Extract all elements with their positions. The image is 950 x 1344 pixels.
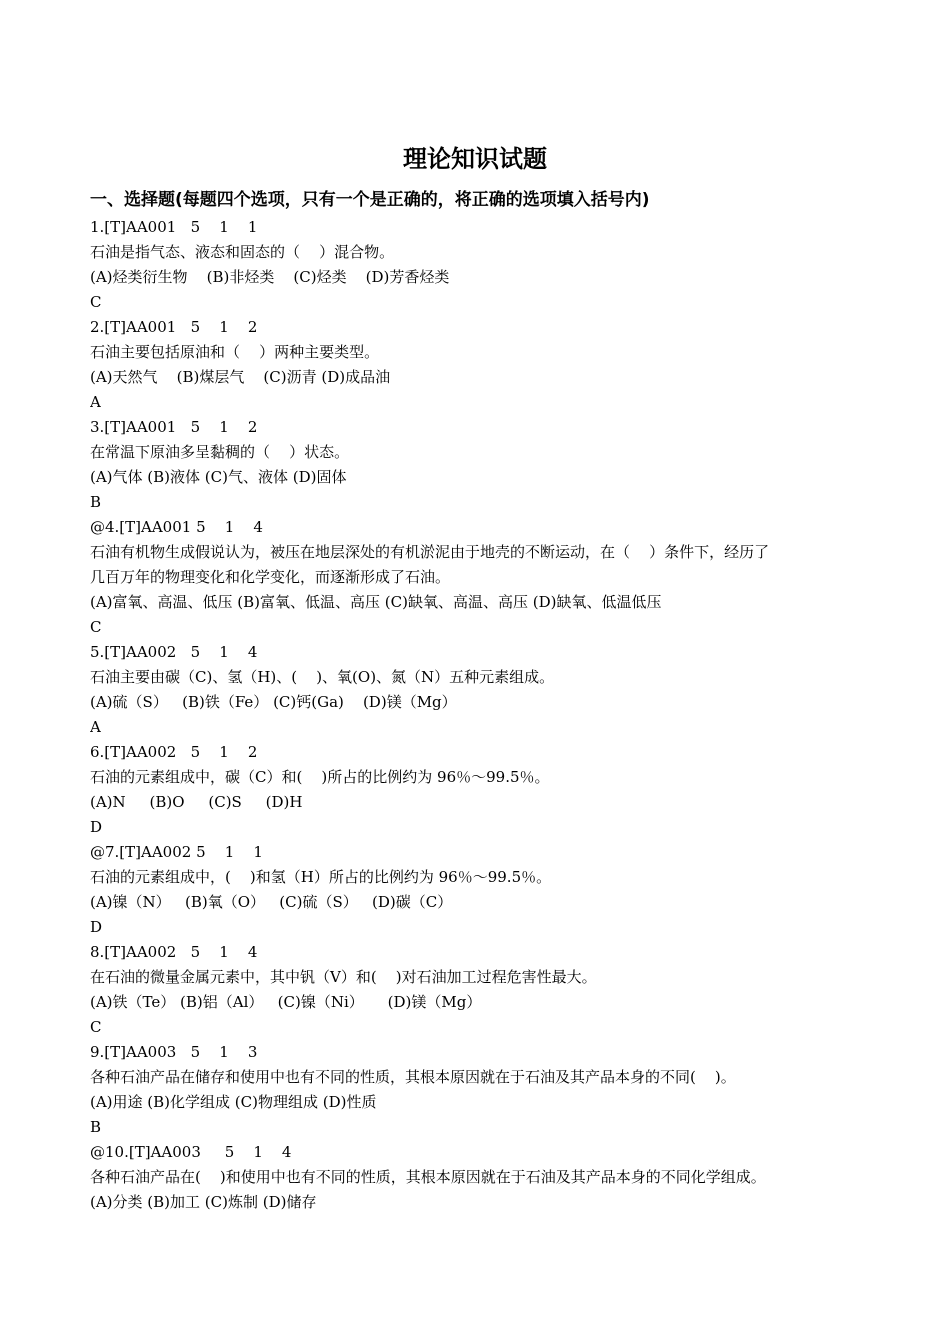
question-options: (A)N (B)O (C)S (D)H	[90, 793, 303, 811]
question-list	[90, 215, 880, 1215]
question-answer: C	[90, 1018, 102, 1036]
question-header: 3.[T]AA001 5 1 2	[90, 418, 258, 436]
question-stem: 各种石油产品在( )和使用中也有不同的性质，其根本原因就在于石油及其产品本身的不同化学组成。	[90, 1168, 766, 1186]
question-stem: 石油的元素组成中，碳（C）和( )所占的比例约为 96％～99.5％。	[90, 768, 550, 786]
question-header: 5.[T]AA002 5 1 4	[90, 643, 258, 661]
question-header: 8.[T]AA002 5 1 4	[90, 943, 258, 961]
question-stem: 几百万年的物理变化和化学变化，而逐渐形成了石油。	[90, 568, 451, 586]
question-answer: D	[90, 818, 103, 836]
question-item	[90, 515, 880, 640]
question-stem: 石油主要包括原油和（ ）两种主要类型。	[90, 343, 380, 361]
question-options: (A)气体 (B)液体 (C)气、液体 (D)固体	[90, 468, 347, 486]
question-header: 6.[T]AA002 5 1 2	[90, 743, 258, 761]
question-stem: 石油主要由碳（C)、氢（H)、( )、氧(O)、氮（N）五种元素组成。	[90, 668, 555, 686]
question-item	[90, 840, 880, 940]
question-stem: 石油有机物生成假说认为，被压在地层深处的有机淤泥由于地壳的不断运动，在（ ）条件下，经历了	[90, 543, 770, 561]
question-options: (A)烃类衍生物 (B)非烃类 (C)烃类 (D)芳香烃类	[90, 268, 450, 286]
document-title: 理论知识试题	[403, 145, 547, 173]
question-stem: 石油是指气态、液态和固态的（ ）混合物。	[90, 243, 395, 261]
question-answer: B	[90, 1118, 102, 1136]
section-heading: 一、选择题(每题四个选项，只有一个是正确的，将正确的选项填入括号内)	[90, 190, 650, 210]
question-answer: B	[90, 493, 102, 511]
question-header: 1.[T]AA001 5 1 1	[90, 218, 258, 236]
question-answer: A	[90, 718, 101, 736]
question-header: @4.[T]AA001 5 1 4	[90, 518, 263, 536]
question-header: @7.[T]AA002 5 1 1	[90, 843, 263, 861]
question-stem: 在常温下原油多呈黏稠的（ ）状态。	[90, 443, 350, 461]
question-item	[90, 740, 880, 840]
question-stem: 在石油的微量金属元素中，其中钒（V）和( )对石油加工过程危害性最大。	[90, 968, 597, 986]
question-answer: D	[90, 918, 103, 936]
question-header: 2.[T]AA001 5 1 2	[90, 318, 258, 336]
question-answer: C	[90, 618, 102, 636]
question-options: (A)镍（N） (B)氧（O） (C)硫（S） (D)碳（C）	[90, 893, 453, 911]
question-stem: 石油的元素组成中，( )和氢（H）所占的比例约为 96％～99.5％。	[90, 868, 552, 886]
question-item	[90, 215, 880, 315]
question-options: (A)天然气 (B)煤层气 (C)沥青 (D)成品油	[90, 368, 391, 386]
question-item	[90, 640, 880, 740]
question-stem: 各种石油产品在储存和使用中也有不同的性质，其根本原因就在于石油及其产品本身的不同( )。	[90, 1068, 736, 1086]
question-answer: C	[90, 293, 102, 311]
question-item	[90, 1140, 880, 1215]
question-options: (A)分类 (B)加工 (C)炼制 (D)储存	[90, 1193, 317, 1211]
question-header: @10.[T]AA003 5 1 4	[90, 1143, 292, 1161]
question-options: (A)富氧、高温、低压 (B)富氧、低温、高压 (C)缺氧、高温、高压 (D)缺氧、低温低压	[90, 593, 662, 611]
question-item	[90, 1040, 880, 1140]
question-item	[90, 415, 880, 515]
question-options: (A)铁（Te） (B)铝（Al） (C)镍（Ni） (D)镁（Mg）	[90, 993, 482, 1011]
question-options: (A)硫（S） (B)铁（Fe） (C)钙(Ga) (D)镁（Mg）	[90, 693, 457, 711]
question-answer: A	[90, 393, 101, 411]
question-options: (A)用途 (B)化学组成 (C)物理组成 (D)性质	[90, 1093, 377, 1111]
question-item	[90, 940, 880, 1040]
question-header: 9.[T]AA003 5 1 3	[90, 1043, 258, 1061]
question-item	[90, 315, 880, 415]
